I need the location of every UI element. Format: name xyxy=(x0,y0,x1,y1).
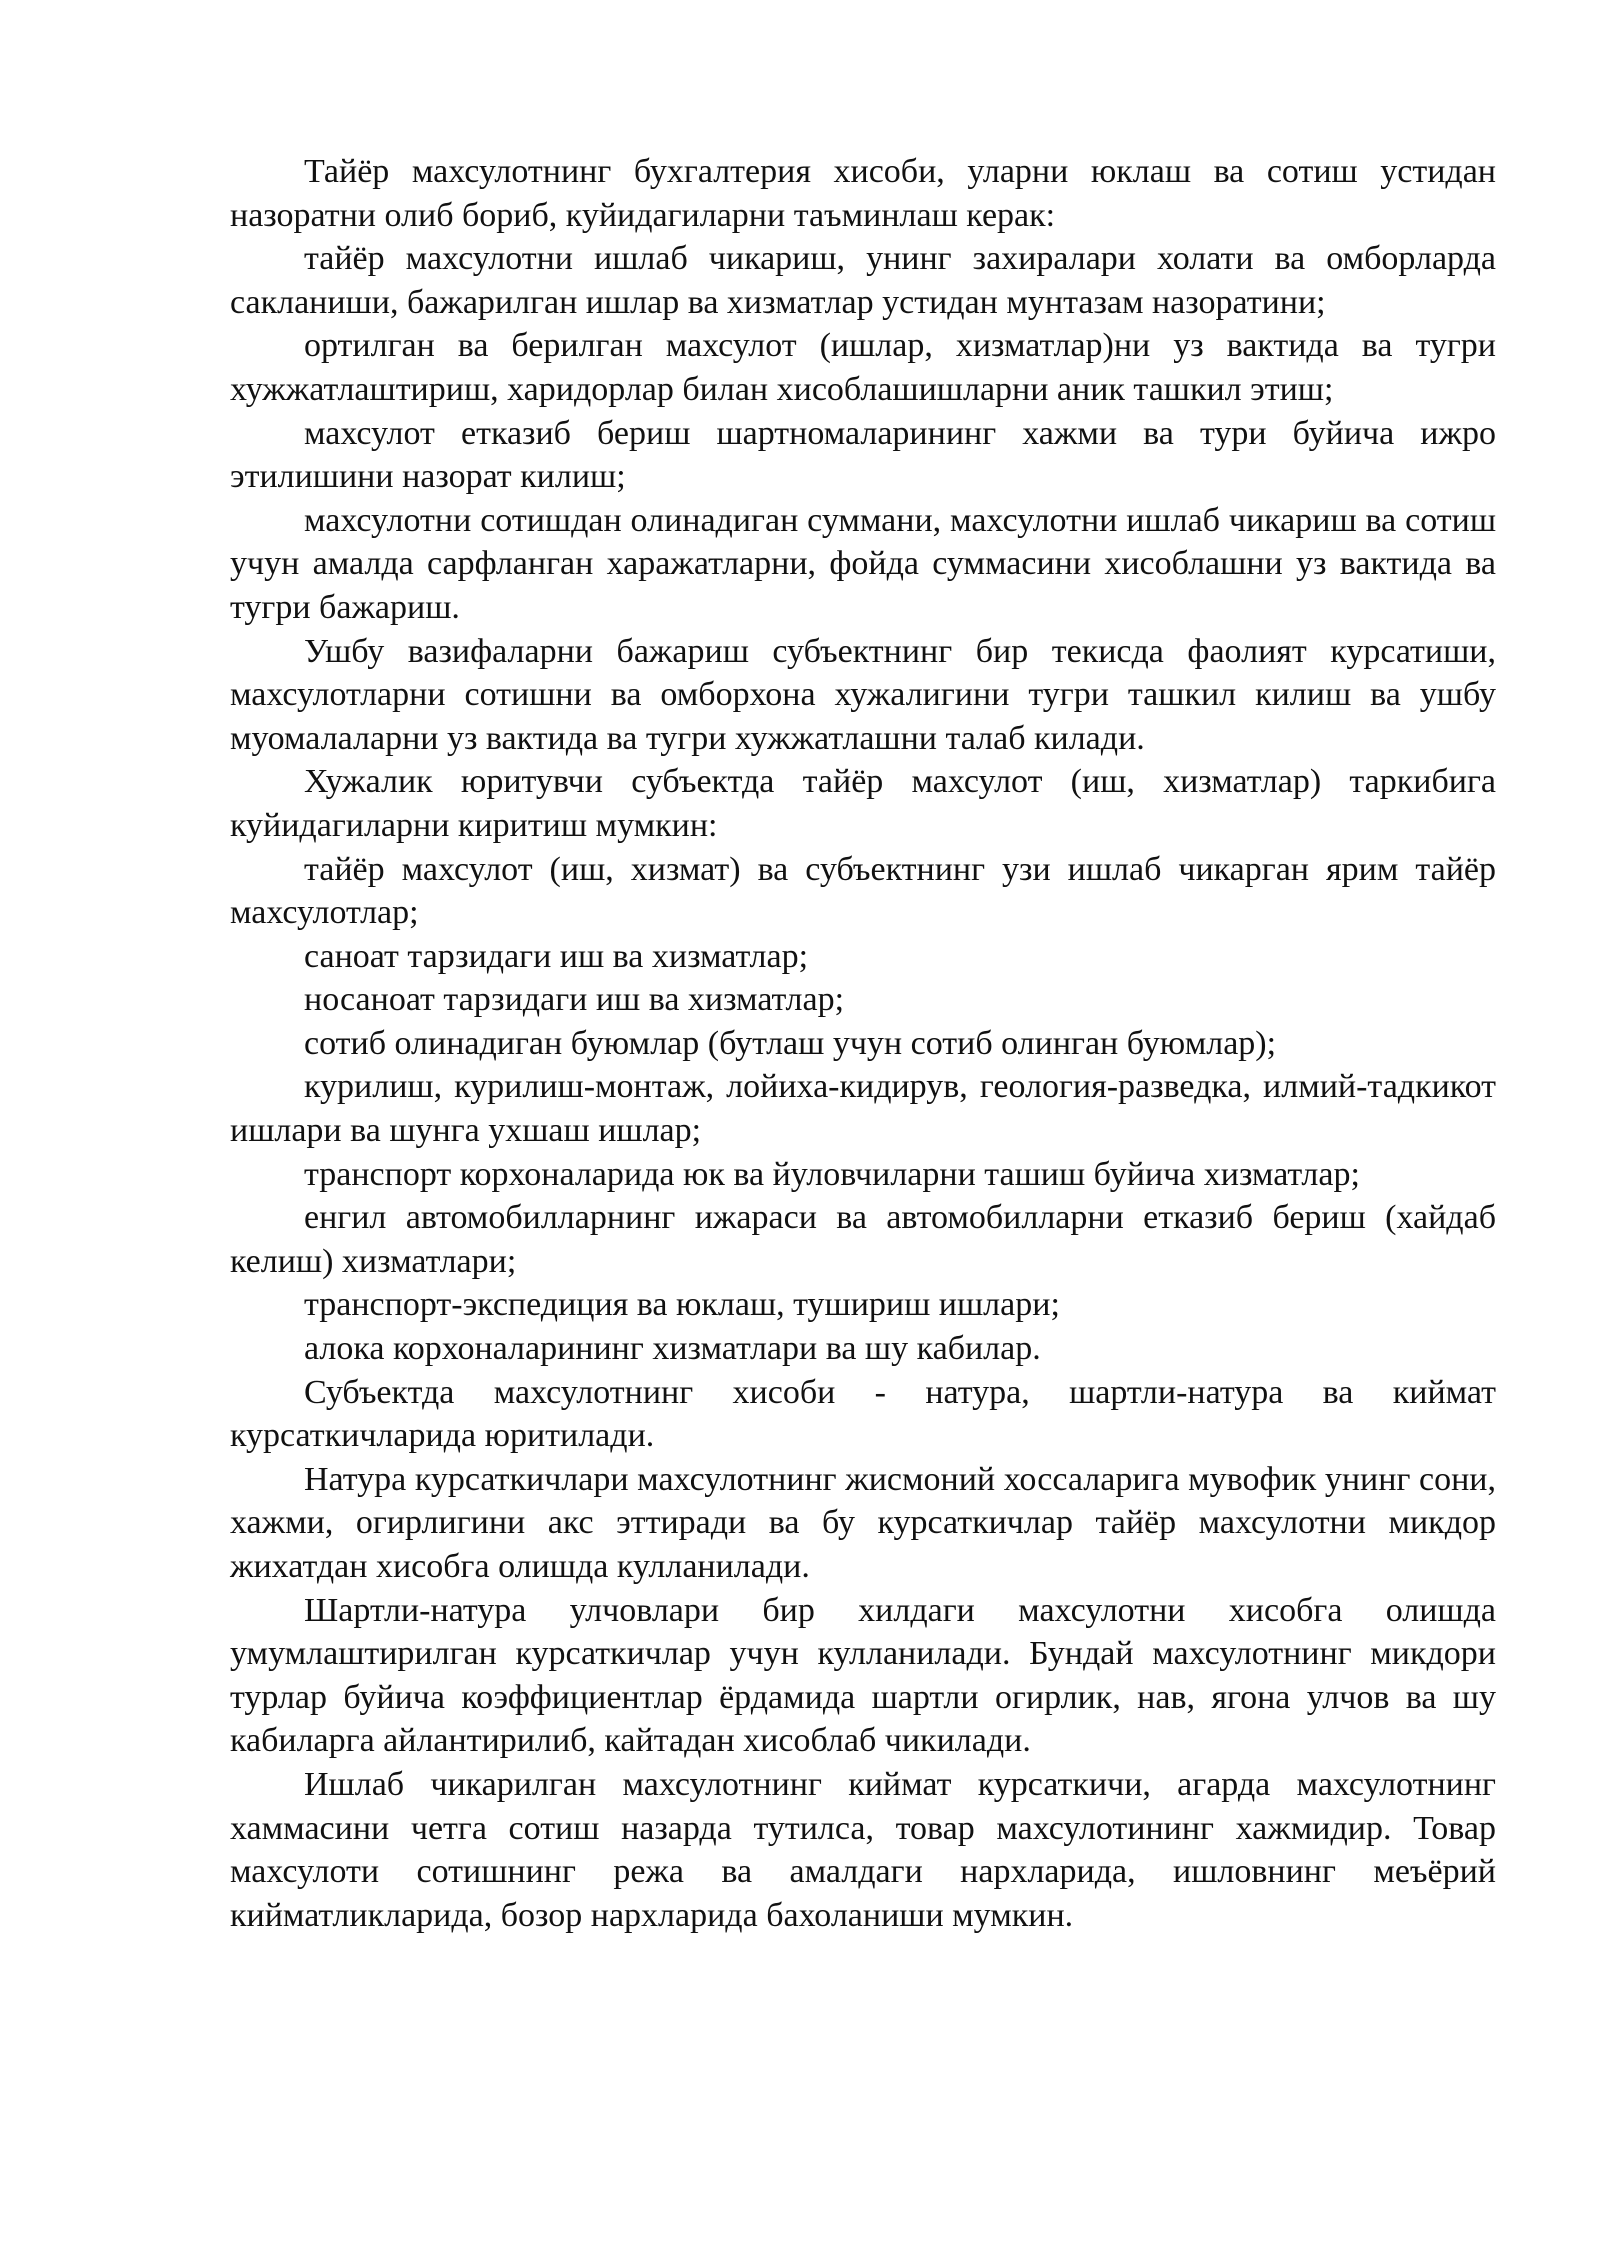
paragraph: Тайёр махсулотнинг бухгалтерия хисоби, уларни юклаш ва сотиш устидан назоратни олиб бориб, куйидагиларни таъминлаш керак: xyxy=(230,153,1496,234)
paragraph: Ишлаб чикарилган махсулотнинг киймат курсаткичи, агарда махсулотнинг хаммасини четга сотиш назарда тутилса, товар махсулотининг хажмидир. Товар махсулоти сотишнинг режа ва амалдаги нархларида, ишловнинг меъёрий кийматликларида, бозор нархларида бахоланиши мумкин. xyxy=(230,1765,1496,1934)
paragraph: Хужалик юритувчи субъектда тайёр махсулот (иш, хизматлар) таркибига куйидагиларни киритиш мумкин: xyxy=(230,763,1496,844)
paragraph: сотиб олинадиган буюмлар (бутлаш учун сотиб олинган буюмлар); xyxy=(304,1024,1277,1062)
paragraph: курилиш, курилиш-монтаж, лойиха-кидирув, геология-разведка, илмий-тадкикот ишлари ва шунга ухшаш ишлар; xyxy=(230,1068,1496,1150)
paragraph: енгил автомобилларнинг ижараси ва автомобилларни етказиб бериш (хайдаб келиш) хизматлари; xyxy=(230,1199,1496,1280)
paragraph: ортилган ва берилган махсулот (ишлар, хизматлар)ни уз вактида ва тугри хужжатлаштириш, харидорлар билан хисоблашишларни аник ташкил этиш; xyxy=(230,327,1496,408)
paragraph: махсулот етказиб бериш шартномаларининг хажми ва тури буйича ижро этилишини назорат килиш; xyxy=(230,414,1496,496)
paragraph: махсулотни сотишдан олинадиган суммани, махсулотни ишлаб чикариш ва сотиш учун амалда сарфланган харажатларни, фойда суммасини хисоблашни уз вактида ва тугри бажариш. xyxy=(230,501,1496,626)
paragraph: носаноат тарзидаги иш ва хизматлар; xyxy=(304,981,845,1019)
paragraph: Шартли-натура улчовлари бир хилдаги махсулотни хисобга олишда умумлаштирилган курсаткичлар учун кулланилади. Бундай махсулотнинг микдори турлар буйича коэффициентлар ёрдамида шартли огирлик, нав, ягона улчов ва шу кабиларга айлантирилиб, кайтадан хисоблаб чикилади. xyxy=(230,1591,1496,1760)
paragraph: Натура курсаткичлари махсулотнинг жисмоний хоссаларига мувофик унинг сони, хажми, огирлигини акс эттиради ва бу курсаткичлар тайёр махсулотни микдор жихатдан хисобга олишда кулланилади. xyxy=(230,1460,1496,1585)
paragraph: саноат тарзидаги иш ва хизматлар; xyxy=(304,937,809,975)
paragraph: транспорт-экспедиция ва юклаш, тушириш ишлари; xyxy=(304,1286,1060,1324)
paragraph: тайёр махсулотни ишлаб чикариш, унинг захиралари холати ва омборларда сакланиши, бажарилган ишлар ва хизматлар устидан мунтазам назоратини; xyxy=(230,240,1496,321)
paragraph: Субъектда махсулотнинг хисоби - натура, шартли-натура ва киймат курсаткичларида юритилади. xyxy=(230,1373,1496,1455)
paragraph: тайёр махсулот (иш, хизмат) ва субъектнинг узи ишлаб чикарган ярим тайёр махсулотлар; xyxy=(230,850,1496,932)
document-body xyxy=(230,150,1496,1937)
paragraph: алока корхоналарининг хизматлари ва шу кабилар. xyxy=(304,1330,1041,1368)
paragraph: транспорт корхоналарида юк ва йуловчиларни ташиш буйича хизматлар; xyxy=(304,1155,1360,1193)
paragraph: Ушбу вазифаларни бажариш субъектнинг бир текисда фаолият курсатиши, махсулотларни сотишни ва омборхона хужалигини тугри ташкил килиш ва ушбу муомалаларни уз вактида ва тугри хужжатлашни талаб килади. xyxy=(230,632,1496,757)
